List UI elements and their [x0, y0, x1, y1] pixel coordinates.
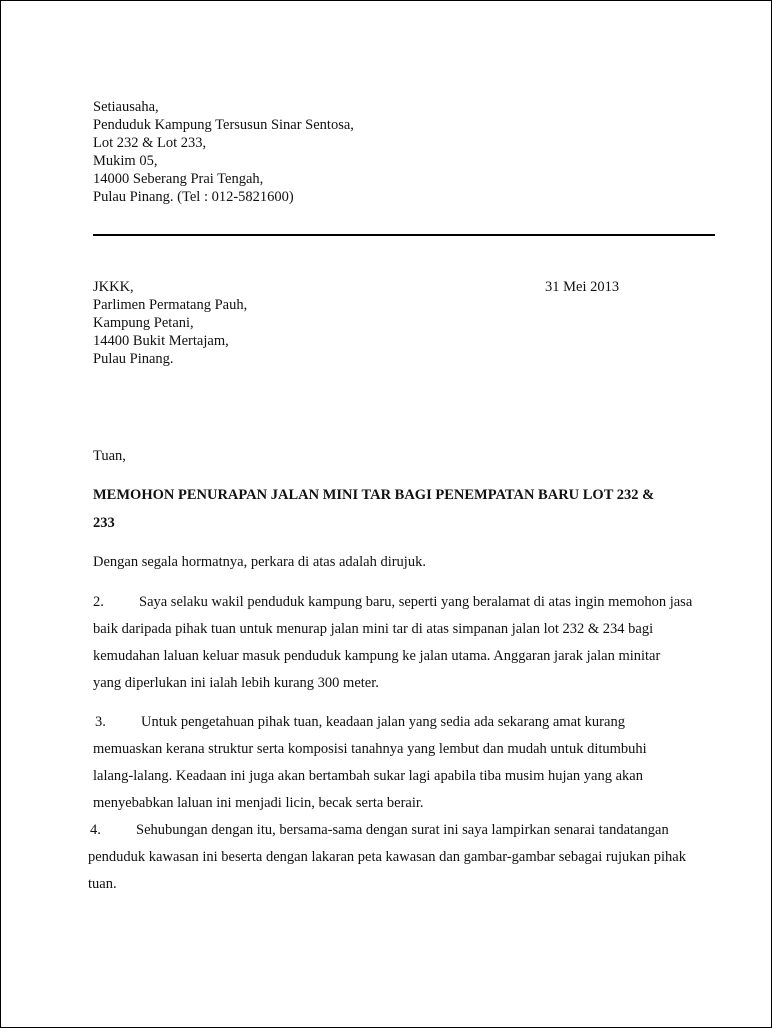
paragraph-line: yang diperlukan ini ialah lebih kurang 300 meter.	[93, 675, 379, 691]
paragraph-line: baik daripada pihak tuan untuk menurap jalan mini tar di atas simpanan jalan lot 232 & 234 bagi	[93, 621, 654, 637]
paragraph-number: 3.	[95, 714, 106, 730]
sender-line: Setiausaha,	[93, 99, 159, 115]
subject-line: MEMOHON PENURAPAN JALAN MINI TAR BAGI PENEMPATAN BARU LOT 232 &	[93, 487, 655, 503]
salutation: Tuan,	[93, 448, 126, 464]
header-divider	[93, 234, 715, 236]
sender-line: Penduduk Kampung Tersusun Sinar Sentosa,	[93, 117, 354, 133]
recipient-line: 14400 Bukit Mertajam,	[93, 333, 229, 349]
subject-line: 233	[93, 515, 115, 531]
paragraph-line: kemudahan laluan keluar masuk penduduk kampung ke jalan utama. Anggaran jarak jalan minitar	[93, 648, 661, 664]
paragraph-line: Sehubungan dengan itu, bersama-sama dengan surat ini saya lampirkan senarai tandatangan	[136, 822, 669, 838]
recipient-line: Kampung Petani,	[93, 315, 194, 331]
letter-date: 31 Mei 2013	[545, 279, 620, 295]
recipient-line: Pulau Pinang.	[93, 351, 174, 367]
paragraph-line: tuan.	[88, 876, 117, 892]
recipient-line: JKKK,	[93, 279, 134, 295]
opening-sentence: Dengan segala hormatnya, perkara di atas adalah dirujuk.	[93, 554, 426, 570]
sender-line: 14000 Seberang Prai Tengah,	[93, 171, 264, 187]
paragraph-number: 2.	[93, 594, 104, 610]
sender-line: Mukim 05,	[93, 153, 158, 169]
paragraph-line: Untuk pengetahuan pihak tuan, keadaan jalan yang sedia ada sekarang amat kurang	[141, 714, 625, 730]
paragraph-line: memuaskan kerana struktur serta komposisi tanahnya yang lembut dan mudah untuk ditumbuhi	[93, 741, 647, 757]
recipient-line: Parlimen Permatang Pauh,	[93, 297, 248, 313]
paragraph-line: lalang-lalang. Keadaan ini juga akan bertambah sukar lagi apabila tiba musim hujan yang akan	[93, 768, 643, 784]
paragraph-line: menyebabkan laluan ini menjadi licin, becak serta berair.	[93, 795, 424, 811]
sender-line: Pulau Pinang. (Tel : 012-5821600)	[93, 189, 294, 205]
paragraph-line: penduduk kawasan ini beserta dengan lakaran peta kawasan dan gambar-gambar sebagai rujukan pihak	[88, 849, 686, 865]
paragraph-line: Saya selaku wakil penduduk kampung baru, seperti yang beralamat di atas ingin memohon jasa	[139, 594, 693, 610]
sender-line: Lot 232 & Lot 233,	[93, 135, 207, 151]
paragraph-number: 4.	[90, 822, 101, 838]
